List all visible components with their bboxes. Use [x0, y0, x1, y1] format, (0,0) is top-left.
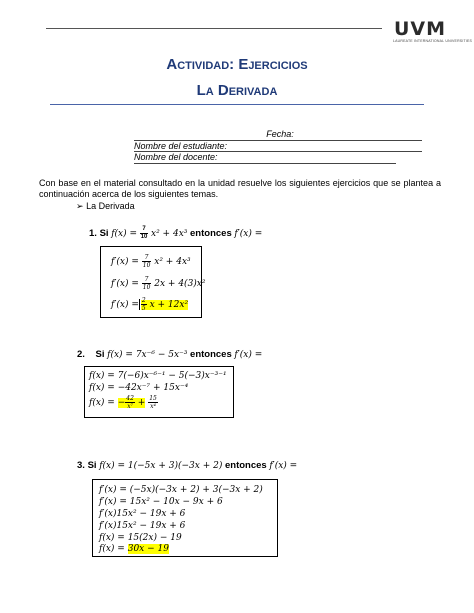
frac-num: 7 [140, 226, 149, 234]
topic-bullet [76, 201, 135, 212]
step-line [111, 276, 206, 291]
highlighted-answer: 30x − 19 [127, 544, 169, 554]
function-expression: f(x) = 1(−5x + 3)(−3x + 2) [99, 461, 223, 471]
frac-den: x⁴ [150, 403, 156, 410]
instructions-paragraph: Con base en el material consultado en la unidad resuelve los siguientes ejercicios que se plantea a continuación acerca de los siguientes temas. [39, 178, 441, 199]
date-field[interactable] [134, 129, 422, 141]
topic-label: La Derivada [86, 201, 135, 211]
si-label: Si [95, 349, 105, 360]
step-lhs: f(x) = [99, 544, 125, 554]
student-name-field[interactable] [134, 141, 422, 153]
frac-den: 5 [141, 305, 146, 312]
function-expression: f(x) = 7x⁻⁶ − 5x⁻³ [107, 350, 188, 360]
exercise-3-solution-box [92, 479, 278, 557]
step-rhs: x² + 4x³ [154, 257, 191, 267]
fraction [141, 297, 147, 312]
step-line: f′(x) = 15x² − 10x − 9x + 6 [99, 497, 223, 507]
si-label: Si [99, 228, 109, 240]
arrow-bullet-icon: ➢ [76, 201, 84, 211]
connector-text: entonces [190, 349, 232, 360]
fraction [148, 395, 158, 410]
page-subtitle: La Derivada [196, 82, 278, 99]
frac-num: 2 [141, 297, 146, 304]
exercise-1-prompt [89, 226, 262, 241]
page-title: Actividad: Ejercicios [166, 56, 308, 73]
frac-den: 10 [142, 284, 151, 291]
step-lhs: f′(x) = [111, 300, 139, 310]
step-line: f′(x) = (−5x)(−3x + 2) + 3(−3x + 2) [99, 485, 263, 495]
student-info-fields [134, 129, 422, 164]
highlighted-answer [117, 395, 146, 410]
step-line: f(x) = −42x⁻⁷ + 15x⁻⁴ [89, 383, 189, 393]
text-cursor [139, 299, 140, 310]
student-label: Nombre del estudiante: [134, 140, 228, 151]
sign: + [137, 398, 146, 408]
frac-den: 10 [142, 262, 151, 269]
step-rhs: x + 12x² [149, 300, 189, 310]
step-line [111, 254, 191, 269]
exercise-1-solution-box [100, 246, 206, 318]
step-line-final [99, 544, 169, 554]
exercise-number: 1. [89, 228, 97, 240]
step-line: f(x) = 15(2x) − 19 [99, 533, 182, 543]
step-line-final [111, 297, 188, 312]
sign: − [117, 398, 126, 408]
logo-tagline: LAUREATE INTERNATIONAL UNIVERSITIES [393, 39, 473, 43]
exercise-number: 3. [77, 460, 85, 471]
derivative-lhs: f′(x) = [269, 461, 298, 471]
exercise-2-prompt [77, 349, 262, 360]
fraction [125, 395, 135, 410]
header-rule [46, 28, 382, 29]
exercise-2-solution-box [84, 366, 234, 418]
step-lhs: f′(x) = [111, 257, 139, 267]
frac-den: 10 [140, 234, 148, 240]
fraction [142, 276, 152, 291]
connector-text: entonces [224, 460, 267, 471]
step-line-final [89, 395, 158, 410]
connector-text: entonces [190, 228, 232, 240]
step-line: f′(x)15x² − 19x + 6 [99, 509, 186, 519]
si-label: Si [87, 460, 97, 471]
step-line: f(x) = 7(−6)x⁻⁶⁻¹ − 5(−3)x⁻³⁻¹ [89, 371, 227, 381]
exercise-number: 2. [77, 349, 85, 360]
derivative-lhs: f′(x) = [234, 350, 263, 360]
uvm-logo: UVM [394, 18, 447, 40]
highlighted-answer [141, 297, 189, 312]
step-lhs: f(x) = [89, 398, 115, 408]
frac-den: x⁷ [127, 403, 133, 410]
frac-num: 7 [142, 276, 152, 284]
step-line: f′(x)15x² − 19x + 6 [99, 521, 186, 531]
exercise-3-prompt [77, 460, 297, 471]
function-rhs: x² + 4x³ [151, 229, 188, 240]
step-rhs: 2x + 4(3)x² [154, 279, 206, 289]
fraction [140, 226, 149, 241]
title-rule [50, 104, 424, 105]
frac-num: 42 [126, 395, 134, 402]
teacher-name-field[interactable] [134, 152, 396, 164]
derivative-lhs: f′(x) = [234, 229, 263, 240]
teacher-label: Nombre del docente: [134, 152, 218, 162]
date-label: Fecha: [266, 129, 294, 139]
frac-num: 7 [142, 254, 152, 262]
step-lhs: f′(x) = [111, 279, 139, 289]
fraction [142, 254, 152, 269]
function-lhs: f(x) = [111, 229, 138, 240]
frac-num: 15 [149, 395, 157, 402]
